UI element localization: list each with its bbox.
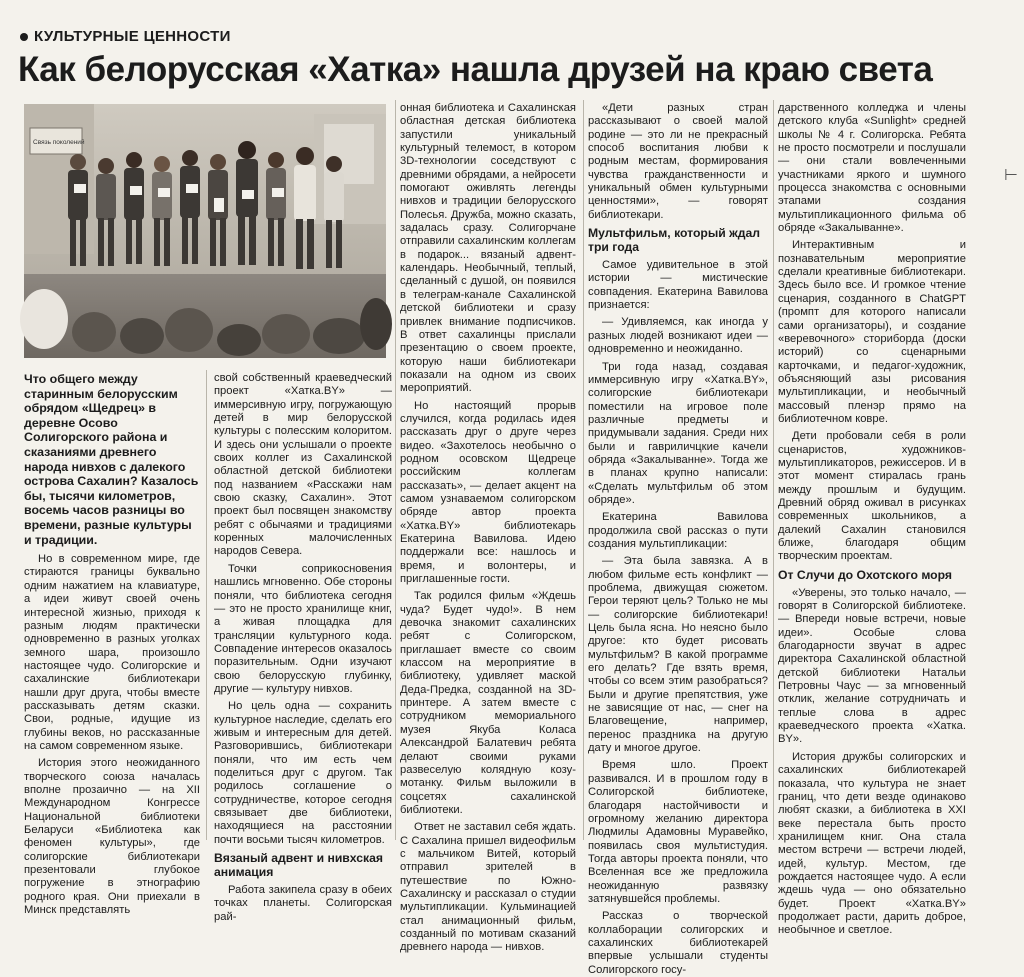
paragraph: История дружбы солигорских и сахалинских библиотекарей показала, что культура не знает границ, что дети везде одинаково любят сказки, а библиотека в XXI веке перестала быть просто хранилищем книг. Она стала местом встречи — встречи людей, идей, культур. Местом, где рождается настоящее чудо. А если ждешь чуда — оно обязательно будет. Проект «Хатка.BY» продолжает расти, дарить доброе, необычное и светлое. — [778, 750, 966, 937]
paragraph: дарственного колледжа и члены детского клуба «Sunlight» средней школы № 4 г. Солигорска. Ребята не просто посмотрели и послушали — они стали вовлеченными участниками яркого и шумного процесса знакомства с основными этапами создания мультипликационного фильма об обряде «Закалыванне». — [778, 102, 966, 235]
paragraph: Интерактивным и познавательным мероприятие сделали креативные библиотекари. Здесь было все. И громкое чтение сценария, созданного в ChatGPT (промпт для которого написали сами организаторы), и создание «веревочного» сториборда (доски историй) со сценарными карточками, и педагог-художник, объясняющий азы рисования мультипликации, и необычный массовый пленэр прямо на библиотечном ковре. — [778, 239, 966, 425]
paragraph: «Уверены, это только начало, — говорят в Солигорской библиотеке. — Впереди новые встречи, новые идеи». Особые слова благодарности звучат в адрес директора Сахалинской областной детской библиотеки Натальи Петровны Чаус — за мгновенный отклик, желание сотрудничать и теплые слова в адрес краеведческого проекта «Хатка. BY». — [778, 586, 966, 746]
subheading: Вязаный адвент и нивхская анимация — [214, 851, 384, 880]
column-divider — [583, 100, 584, 840]
subheading: От Случи до Охотского моря — [778, 567, 953, 582]
paragraph: Дети пробовали себя в роли сценаристов, художников-мультипликаторов, режиссеров. И в этот момент стиралась грань между прошлым и будущим. Древний обряд оживал в рисунках современных школьников, а далекий Сахалин становился ближе, благодаря общим творческим проектам. — [778, 430, 966, 563]
subheading: Мультфильм, который ждал три года — [588, 226, 761, 255]
margin-mark: ⊢ — [1004, 167, 1018, 184]
article-photo — [24, 104, 386, 358]
article-column-4 — [588, 102, 768, 976]
column-divider — [395, 100, 396, 840]
article-column-1 — [24, 372, 200, 917]
rubric — [20, 28, 231, 45]
paragraph: Ответ не заставил себя ждать. С Сахалина пришел видеофильм с мальчиком Витей, который отправил зрителей в путешествие по Южно-Сахалинску и рассказал о студии мультипликации. Кульминацией стал анимационный фильм, созданный по мотивам сказаний древнего народа — нивхов. — [400, 821, 576, 954]
article-column-2 — [214, 372, 392, 923]
paragraph: История этого неожиданного творческого союза началась вполне прозаично — на XII Международном Конгрессе Национальной библиотеки Беларуси «Библиотека как феномен культуры», где солигорские библиотекари презентовали глубокое погружение в этнографию родного края. Они приехали в Минск представлять — [24, 757, 200, 917]
photo-sign-text: Связь поколений — [33, 139, 85, 146]
paragraph: Три года назад, создавая иммерсивную игру «Хатка.BY», солигорские библиотекари поместили на игровое поле различные предметы и придумывали задания. Среди них были и гавриличцкие качели обряда «Закалыванне». Тогда же в планах крупно написали: «Сделать мультфильм об этом обряде». — [588, 360, 768, 506]
article-column-5 — [778, 102, 966, 937]
paragraph: Время шло. Проект развивался. И в прошлом году в Солигорской библиотеке, благодаря настойчивости и огромному желанию директора Людмилы Адамовны Муравейко, появилась своя мультистудия. Тогда авторы проекта поняли, что Вселенная все же предложила неожиданную развязку затянувшейся проблемы. — [588, 759, 768, 905]
paragraph: онная библиотека и Сахалинская областная детская библиотека запустили уникальный культурный телемост, в котором 3D-технологии соседствуют с древними обрядами, а нейросети помогают оживлять легенды нивхов и традиции белорусского Полесья. Дружба, можно сказать, задалась сразу. Солигорчане отправили сахалинским коллегам в подарок... вязаный адвент-календарь. Необычный, теплый, сделанный с душой, он появился в телеграм-канале Сахалинской детской библиотеки и сразу привлек внимание подписчиков. В ответ сахалинцы прислали презентацию о своем проекте, которую наши библиотекари показали на одном из своих мероприятий. — [400, 102, 576, 395]
paragraph: «Дети разных стран рассказывают о своей малой родине — это ли не прекрасный способ воспитания любви к родным местам, формирования чувства гражданственности и уникальный обмен культурными ценностями», — говорят библиотекари. — [588, 102, 768, 221]
paragraph: Но в современном мире, где стираются границы буквально одним нажатием на клавиатуре, а идеи живут своей очень интересной жизнью, приходя к разным людям практически одновременно в разных уголках земного шара, произошло настоящее чудо. Солигорские и сахалинские библиотекари нашли друг друга, чтобы вместе рассказывать детям сказки. Свои, родные, идущие из глубины веков, но рассказанные на самом современном языке. — [24, 553, 200, 752]
paragraph: Работа закипела сразу в обеих точках планеты. Солигорская рай- — [214, 884, 392, 923]
paragraph: Екатерина Вавилова продолжила свой рассказ о пути создания мультипликации: — [588, 511, 768, 550]
paragraph: Самое удивительное в этой истории — мистические совпадения. Екатерина Вавилова признается: — [588, 259, 768, 312]
column-divider — [773, 100, 774, 840]
paragraph: — Эта была завязка. А в любом фильме есть конфликт — проблема, движущая сюжетом. Герои теряют цель? Только не мы — солигорские библиотекари! Цель была ясна. Но неясно было другое: кто будет рисовать мультфильм? В какой программе его делать? Где взять время, чтобы со всем этим разобраться? Были и другие препятствия, уже не зависящие от нас, — снег на Благовещение, например, перенос праздника на другую дату и многое другое. — [588, 555, 768, 755]
headline: Как белорусская «Хатка» нашла друзей на краю света — [18, 50, 933, 89]
bullet-icon — [20, 33, 28, 41]
paragraph: — Удивляемся, как иногда у разных людей возникают идеи — одновременно и неожиданно. — [588, 316, 768, 356]
lead-paragraph: Что общего между старинным белорусским обрядом «Щедрец» в деревне Осово Солигорского района и сказаниями древнего народа нивхов с далекого острова Сахалин? Казалось бы, тысячи километров, восемь часов разницы во времени, разные культуры и традиции. — [24, 372, 199, 547]
paragraph: Но цель одна — сохранить культурное наследие, сделать его живым и интересным для детей. Разговорившись, библиотекари поняли, что им есть чем поделиться друг с другом. Так родилось соглашение о сотрудничестве, которое сегодня связывает две библиотеки, находящиеся на расстоянии почти восьми тысяч километров. — [214, 700, 392, 846]
paragraph: Но настоящий прорыв случился, когда родилась идея рассказать друг о друге через видео. «Захотелось необычно о родном осовском Щедреце российским коллегам рассказать», — делает акцент на самом узнаваемом солигорском обряде автор проекта «Хатка.BY» библиотекарь Екатерина Вавилова. Идею поддержали все: нашлось и время, и волонтеры, и приглашенные гости. — [400, 399, 576, 586]
group-photo-image — [24, 104, 386, 358]
rubric-label: КУЛЬТУРНЫЕ ЦЕННОСТИ — [34, 28, 231, 45]
paragraph: Рассказ о творческой коллаборации солигорских и сахалинских библиотекарей впервые услышали студенты Солигорского госу- — [588, 910, 768, 976]
paragraph: Точки соприкосновения нашлись мгновенно. Обе стороны поняли, что библиотека сегодня — это не просто хранилище книг, а живая площадка для трансляции культурного кода. Совпадение интересов оказалось поразительным. Одни изучают свою белорусскую глубинку, другие — культуру нивхов. — [214, 562, 392, 695]
article-column-3 — [400, 102, 576, 954]
column-divider — [206, 370, 207, 840]
paragraph: Так родился фильм «Ждешь чуда? Будет чудо!». В нем девочка знакомит сахалинских ребят с Солигорском, приглашает вместе со своим классом на мероприятие в библиотеку, удивляет маской Деда-Предка, созданной на 3D-принтере. А затем вместе с сотрудником мемориального музея Якуба Коласа Александрой Балатевич ребята делают своими руками развеселую колядную козу-мотанку. Фильм выложили в соцсетях сахалинской библиотеки. — [400, 590, 576, 816]
paragraph: свой собственный краеведческий проект «Хатка.BY» — иммерсивную игру, погружающую детей в мир белорусской культуры с полесским колоритом. И здесь они услышали о проекте своих коллег из Сахалинской областной детской библиотеки под названием «Расскажи нам свою сказку, Сахалин». Этот проект был посвящен знакомству ребят с обычаями и традициями коренных малочисленных народов Севера. — [214, 372, 392, 558]
